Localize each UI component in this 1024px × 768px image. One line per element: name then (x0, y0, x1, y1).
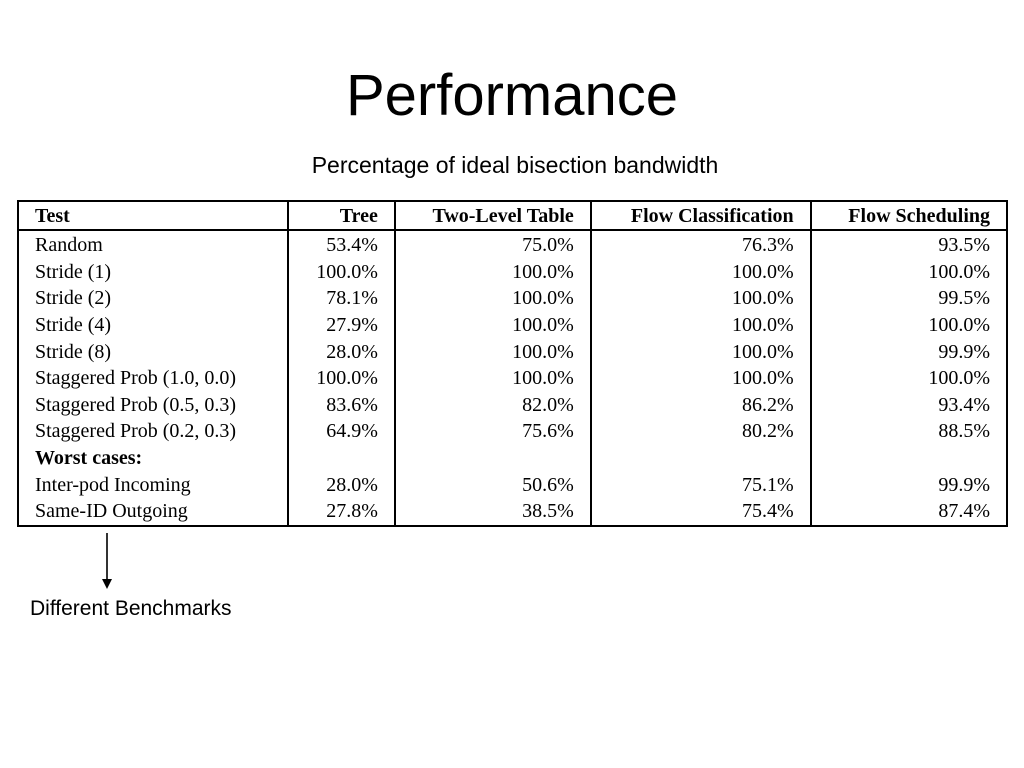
cell-two-level: 50.6% (395, 471, 591, 498)
header-test: Test (18, 201, 288, 230)
table-row (18, 471, 1007, 498)
cell-test: Stride (8) (18, 338, 288, 365)
table-row (18, 312, 1007, 339)
table-header-row (18, 201, 1007, 230)
cell-flow-classification: 80.2% (591, 418, 811, 445)
header-two-level-table: Two-Level Table (395, 201, 591, 230)
cell-two-level: 100.0% (395, 259, 591, 286)
cell-tree: 27.9% (288, 312, 395, 339)
cell-flow-classification: 100.0% (591, 285, 811, 312)
slide-title: Performance (345, 63, 679, 128)
benchmarks-annotation: Different Benchmarks (30, 597, 232, 620)
table-row (18, 418, 1007, 445)
cell-flow-scheduling: 93.4% (811, 392, 1007, 419)
table-row (18, 498, 1007, 526)
cell-flow-scheduling: 88.5% (811, 418, 1007, 445)
cell-flow-classification: 100.0% (591, 312, 811, 339)
table-row (18, 230, 1007, 259)
cell-two-level: 100.0% (395, 365, 591, 392)
cell-empty (288, 445, 395, 472)
cell-two-level: 75.6% (395, 418, 591, 445)
cell-two-level: 100.0% (395, 312, 591, 339)
cell-flow-classification: 100.0% (591, 259, 811, 286)
header-flow-scheduling: Flow Scheduling (811, 201, 1007, 230)
cell-flow-classification: 100.0% (591, 365, 811, 392)
cell-flow-scheduling: 99.9% (811, 338, 1007, 365)
section-label-worst-cases: Worst cases: (18, 445, 288, 472)
table-section-row (18, 445, 1007, 472)
cell-test: Inter-pod Incoming (18, 471, 288, 498)
cell-flow-scheduling: 100.0% (811, 312, 1007, 339)
cell-tree: 100.0% (288, 259, 395, 286)
table-row (18, 338, 1007, 365)
table-row (18, 365, 1007, 392)
cell-test: Stride (1) (18, 259, 288, 286)
cell-test: Staggered Prob (1.0, 0.0) (18, 365, 288, 392)
table-row (18, 285, 1007, 312)
results-table (17, 200, 1008, 527)
table-row (18, 259, 1007, 286)
cell-two-level: 38.5% (395, 498, 591, 526)
cell-flow-scheduling: 100.0% (811, 259, 1007, 286)
cell-tree: 64.9% (288, 418, 395, 445)
table-caption: Percentage of ideal bisection bandwidth (311, 152, 719, 178)
cell-flow-classification: 86.2% (591, 392, 811, 419)
cell-flow-classification: 75.4% (591, 498, 811, 526)
cell-tree: 78.1% (288, 285, 395, 312)
header-tree: Tree (288, 201, 395, 230)
cell-flow-classification: 100.0% (591, 338, 811, 365)
cell-flow-scheduling: 87.4% (811, 498, 1007, 526)
cell-test: Staggered Prob (0.2, 0.3) (18, 418, 288, 445)
cell-tree: 100.0% (288, 365, 395, 392)
cell-test: Random (18, 230, 288, 259)
cell-flow-scheduling: 100.0% (811, 365, 1007, 392)
cell-flow-scheduling: 99.9% (811, 471, 1007, 498)
cell-tree: 27.8% (288, 498, 395, 526)
cell-tree: 83.6% (288, 392, 395, 419)
cell-empty (591, 445, 811, 472)
cell-empty (811, 445, 1007, 472)
cell-test: Staggered Prob (0.5, 0.3) (18, 392, 288, 419)
cell-flow-classification: 76.3% (591, 230, 811, 259)
cell-tree: 53.4% (288, 230, 395, 259)
table-row (18, 392, 1007, 419)
cell-two-level: 82.0% (395, 392, 591, 419)
cell-flow-scheduling: 93.5% (811, 230, 1007, 259)
cell-tree: 28.0% (288, 471, 395, 498)
cell-two-level: 75.0% (395, 230, 591, 259)
cell-two-level: 100.0% (395, 285, 591, 312)
header-flow-classification: Flow Classification (591, 201, 811, 230)
cell-two-level: 100.0% (395, 338, 591, 365)
cell-flow-classification: 75.1% (591, 471, 811, 498)
cell-flow-scheduling: 99.5% (811, 285, 1007, 312)
cell-test: Stride (4) (18, 312, 288, 339)
down-arrow-icon (100, 533, 114, 589)
cell-test: Stride (2) (18, 285, 288, 312)
cell-test: Same-ID Outgoing (18, 498, 288, 526)
cell-tree: 28.0% (288, 338, 395, 365)
cell-empty (395, 445, 591, 472)
